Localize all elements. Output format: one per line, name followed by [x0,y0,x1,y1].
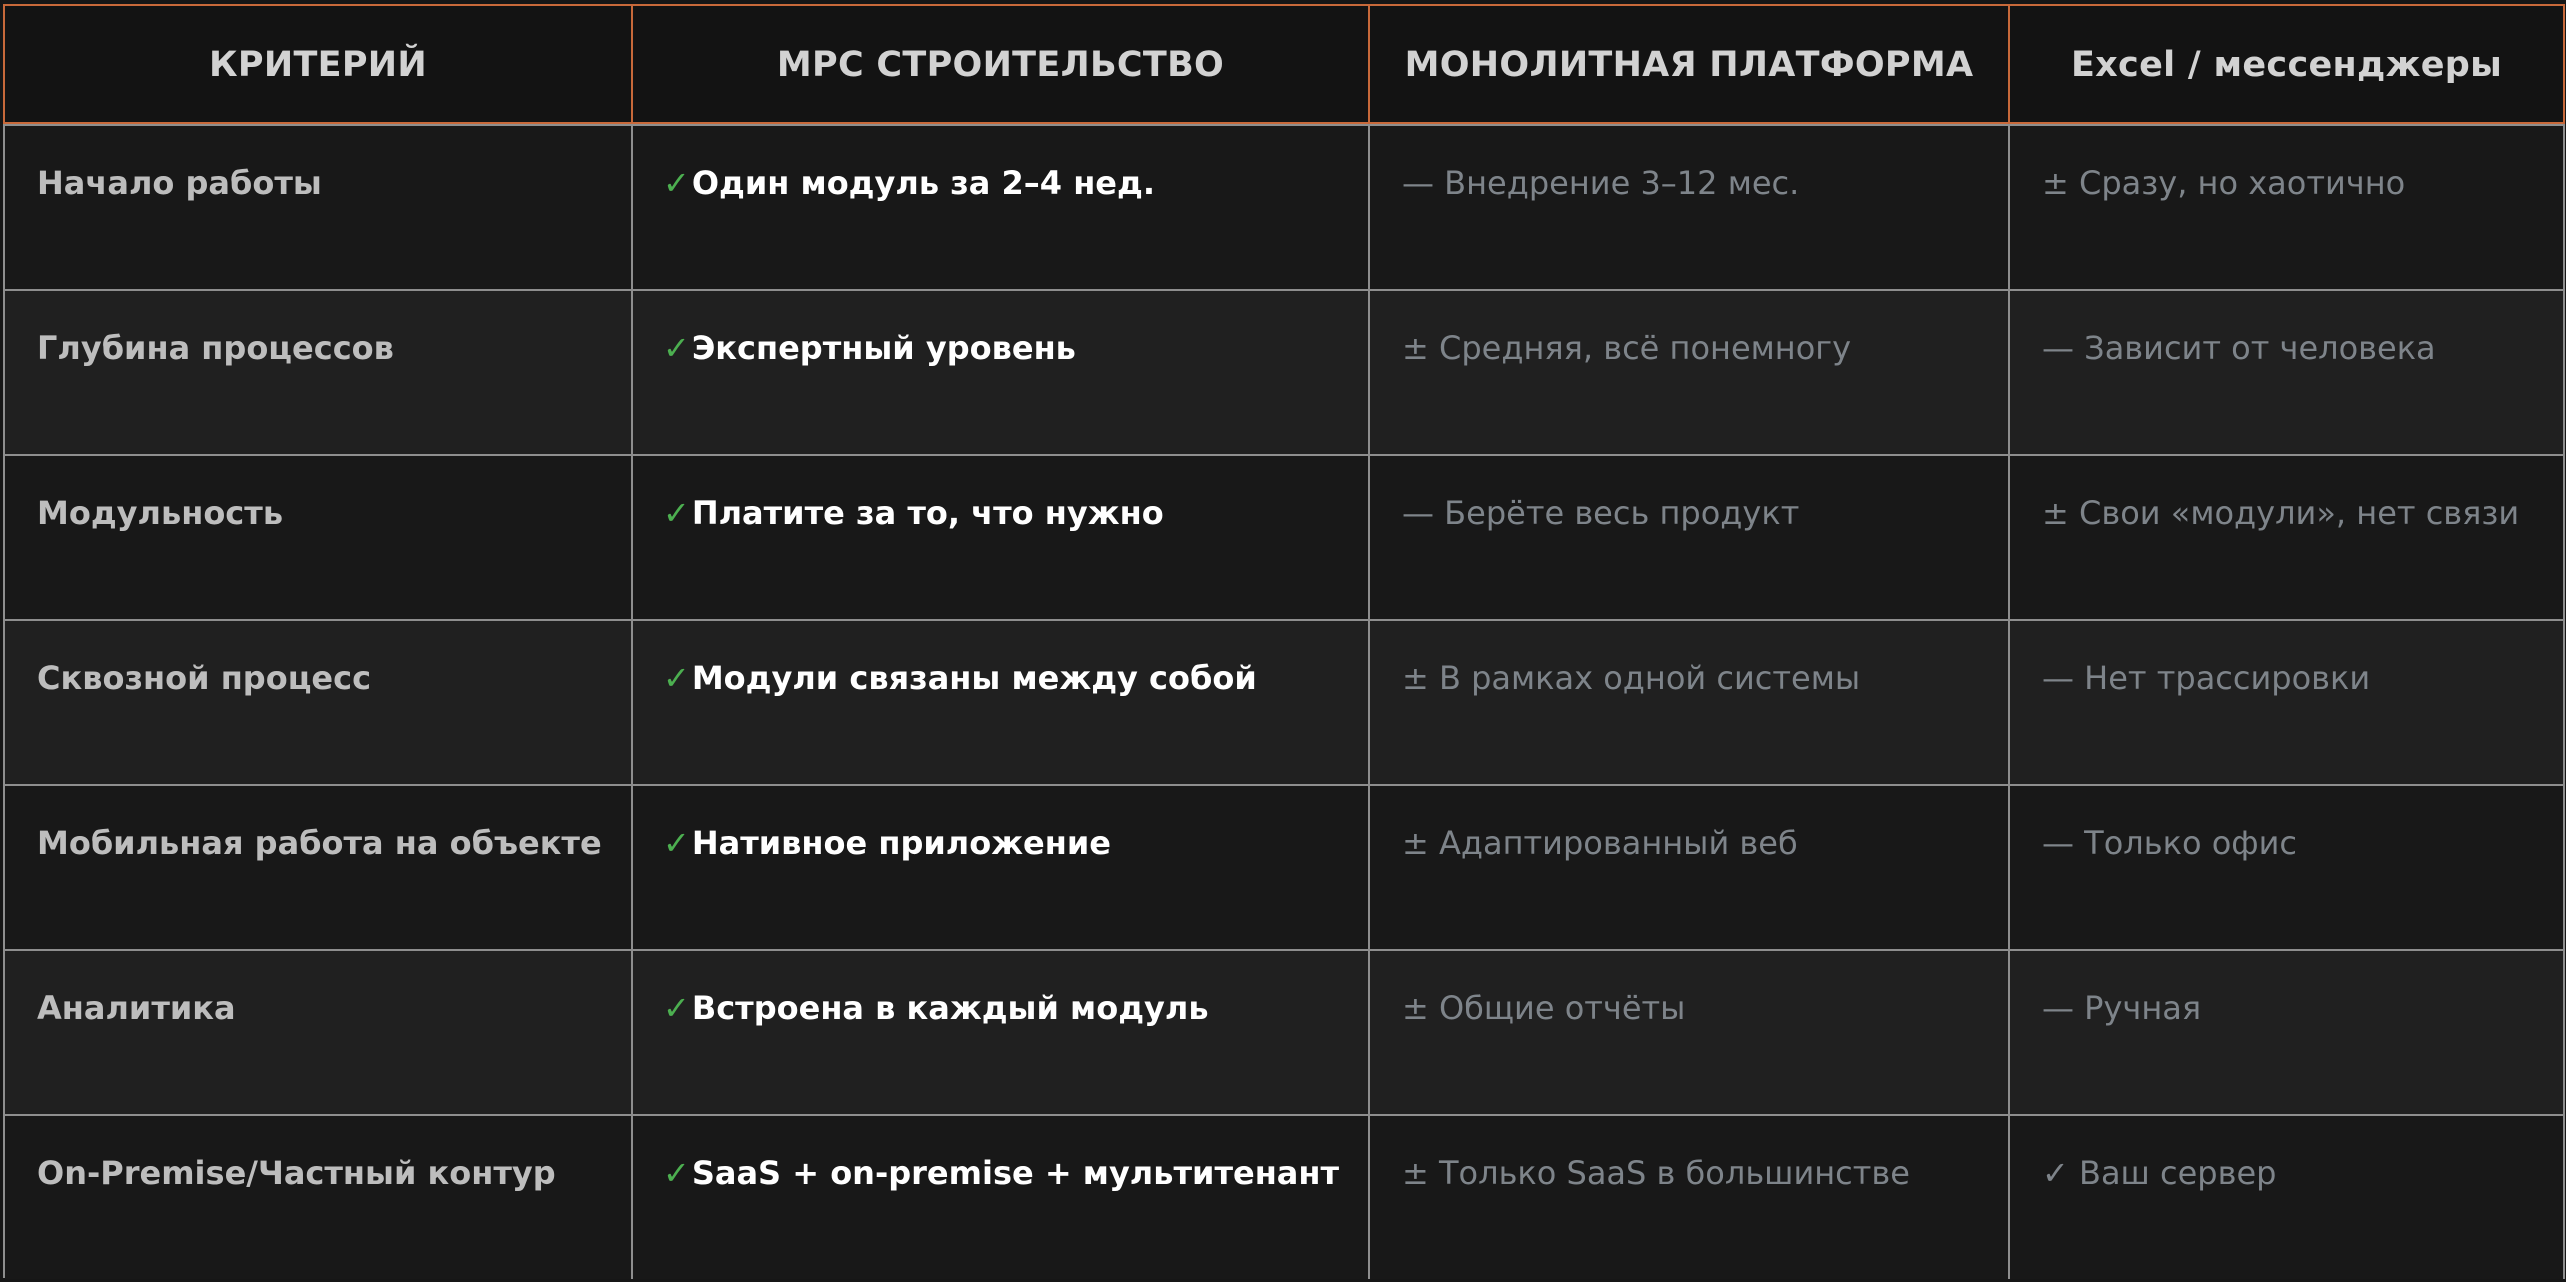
cell-criterion: Глубина процессов [5,289,633,454]
cell-excel: — Зависит от человека [2010,289,2565,454]
cell-monolith: ± Только SaaS в большинстве [1370,1114,2010,1279]
check-icon: ✓ [663,494,690,532]
cell-excel: — Ручная [2010,949,2565,1114]
cell-mpc-text: Один модуль за 2–4 нед. [691,164,1155,202]
cell-mpc [633,289,1370,454]
cell-monolith: ± Средняя, всё понемногу [1370,289,2010,454]
header-excel: Excel / мессенджеры [2010,4,2565,124]
cell-excel: — Только офис [2010,784,2565,949]
check-icon: ✓ [663,989,690,1027]
comparison-table [3,4,2563,1278]
cell-monolith: — Внедрение 3–12 мес. [1370,124,2010,289]
cell-mpc-text: Встроена в каждый модуль [691,989,1209,1027]
check-icon: ✓ [663,164,690,202]
cell-excel: ✓ Ваш сервер [2010,1114,2565,1279]
check-icon: ✓ [663,824,690,862]
cell-criterion: Аналитика [5,949,633,1114]
header-bottom-border [3,122,2563,124]
cell-criterion: Мобильная работа на объекте [5,784,633,949]
cell-monolith: ± Общие отчёты [1370,949,2010,1114]
cell-monolith: — Берёте весь продукт [1370,454,2010,619]
header-mpc: МРС СТРОИТЕЛЬСТВО [633,4,1370,124]
cell-monolith: ± Адаптированный веб [1370,784,2010,949]
cell-criterion: On-Premise/Частный контур [5,1114,633,1279]
cell-mpc-text: Модули связаны между собой [691,659,1257,697]
cell-mpc-text: Нативное приложение [691,824,1111,862]
cell-mpc [633,1114,1370,1279]
header-left-border [3,4,5,124]
cell-mpc-text: Платите за то, что нужно [691,494,1164,532]
cell-mpc [633,619,1370,784]
cell-mpc [633,784,1370,949]
cell-mpc [633,124,1370,289]
cell-excel: ± Сразу, но хаотично [2010,124,2565,289]
header-criterion: КРИТЕРИЙ [5,4,633,124]
cell-monolith: ± В рамках одной системы [1370,619,2010,784]
cell-criterion: Модульность [5,454,633,619]
check-icon: ✓ [663,1154,690,1192]
header-monolith: МОНОЛИТНАЯ ПЛАТФОРМА [1370,4,2010,124]
cell-excel: ± Свои «модули», нет связи [2010,454,2565,619]
cell-mpc [633,949,1370,1114]
cell-criterion: Начало работы [5,124,633,289]
cell-mpc-text: Экспертный уровень [691,329,1076,367]
check-icon: ✓ [663,659,690,697]
cell-criterion: Сквозной процесс [5,619,633,784]
cell-excel: — Нет трассировки [2010,619,2565,784]
cell-mpc-text: SaaS + on-premise + мультитенант [691,1154,1340,1192]
check-icon: ✓ [663,329,690,367]
cell-mpc [633,454,1370,619]
